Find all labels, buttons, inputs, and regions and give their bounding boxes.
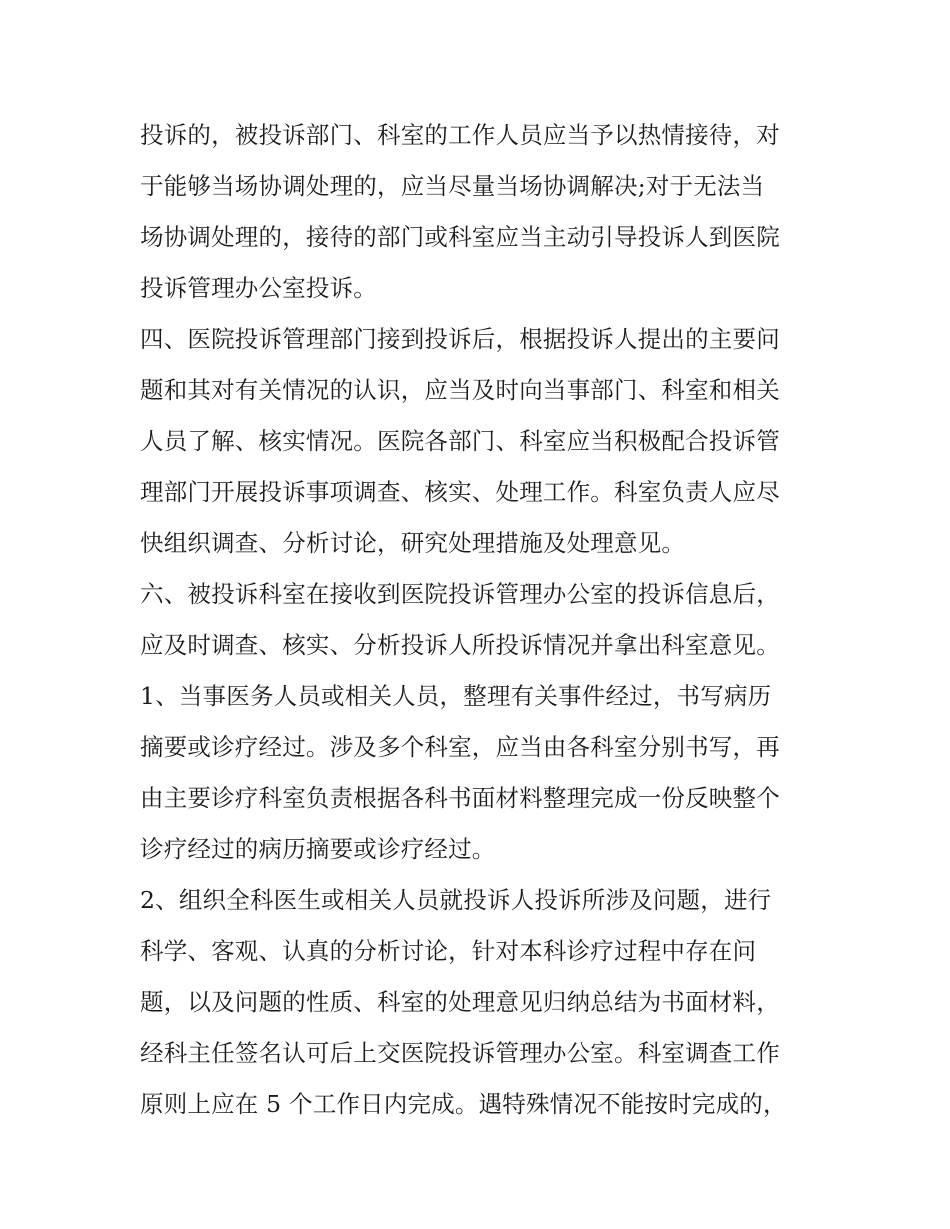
text-line: 六、被投诉科室在接收到医院投诉管理办公室的投诉信息后， [140, 580, 780, 608]
text-line: 1、当事医务人员或相关人员，整理有关事件经过，书写病历 [140, 682, 772, 710]
text-line: 于能够当场协调处理的，应当尽量当场协调解决;对于无法当 [140, 172, 765, 200]
text-line: 快组织调查、分析讨论，研究处理措施及处理意见。 [140, 529, 686, 557]
text-line: 由主要诊疗科室负责根据各科书面材料整理完成一份反映整个 [140, 784, 780, 812]
text-line: 投诉的，被投诉部门、科室的工作人员应当予以热情接待，对 [140, 121, 780, 149]
text-line: 题和其对有关情况的认识，应当及时向当事部门、科室和相关 [140, 376, 780, 404]
text-line: 2、组织全科医生或相关人员就投诉人投诉所涉及问题，进行 [140, 886, 772, 914]
text-line: 人员了解、核实情况。医院各部门、科室应当积极配合投诉管 [140, 427, 780, 455]
text-line: 应及时调查、核实、分析投诉人所投诉情况并拿出科室意见。 [140, 631, 780, 659]
text-line: 诊疗经过的病历摘要或诊疗经过。 [140, 835, 496, 863]
text-line: 四、医院投诉管理部门接到投诉后，根据投诉人提出的主要问 [140, 325, 780, 353]
text-line: 题，以及问题的性质、科室的处理意见归纳总结为书面材料， [140, 988, 780, 1016]
text-line: 摘要或诊疗经过。涉及多个科室，应当由各科室分别书写，再 [140, 733, 780, 761]
text-line: 科学、客观、认真的分析讨论，针对本科诊疗过程中存在问 [140, 937, 757, 965]
document-body [140, 110, 820, 1130]
text-line: 场协调处理的，接待的部门或科室应当主动引导投诉人到医院 [140, 223, 780, 251]
text-line: 原则上应在 5 个工作日内完成。遇特殊情况不能按时完成的， [140, 1090, 787, 1118]
text-line: 投诉管理办公室投诉。 [140, 274, 377, 302]
text-line: 理部门开展投诉事项调查、核实、处理工作。科室负责人应尽 [140, 478, 780, 506]
text-line: 经科主任签名认可后上交医院投诉管理办公室。科室调查工作 [140, 1039, 780, 1067]
